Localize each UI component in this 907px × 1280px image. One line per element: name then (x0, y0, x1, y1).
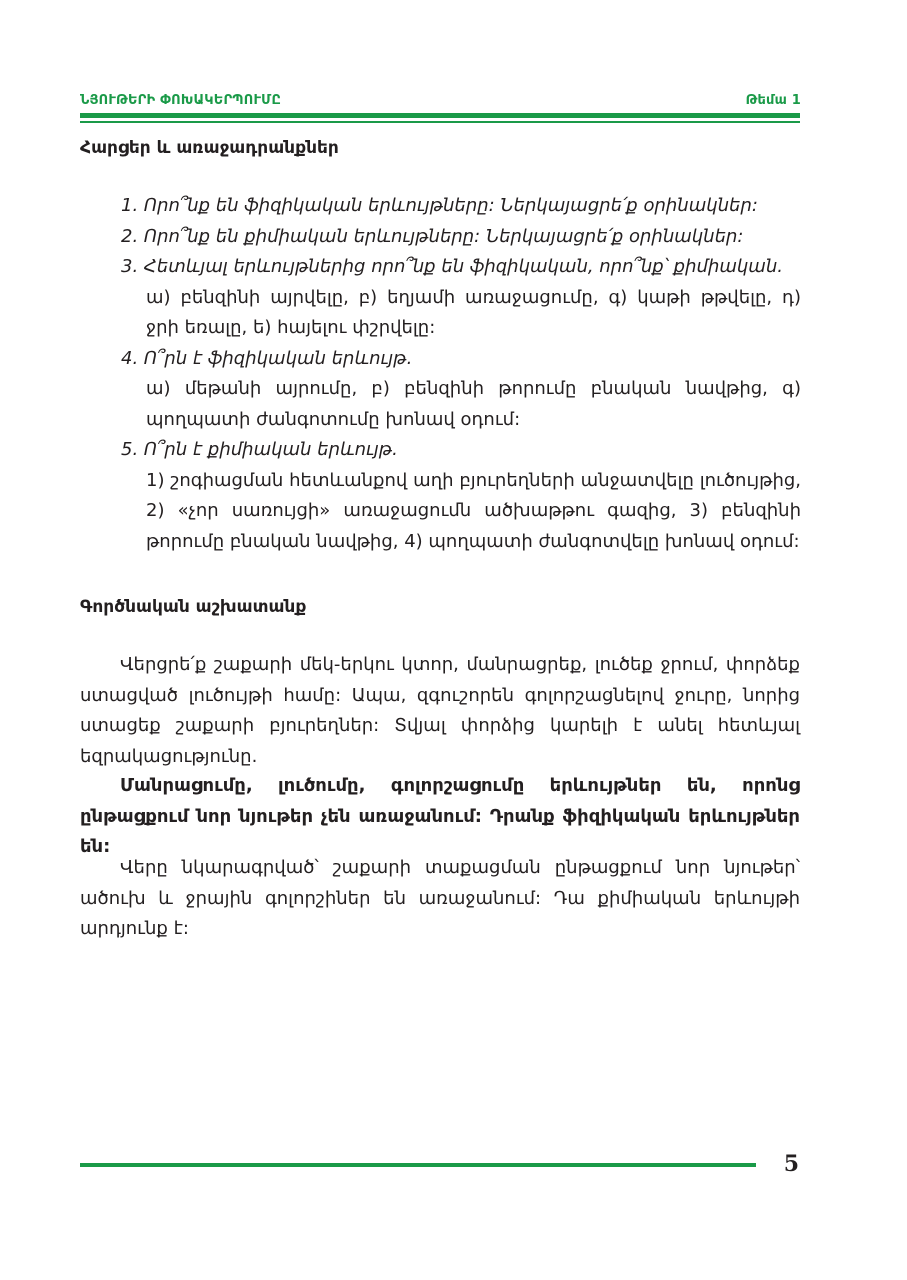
question-item-2 (121, 222, 801, 253)
question-options: 1) շոգիացման հետևանքով աղի բյուրեղների անջատվելը լուծույթից, 2) «չոր սառույցի» առաջացումն ածխաթթու գազից, 3) բենզինի թորումը բնական նավթից, 4) պողպատի ժանգոտվելը խոնավ օդում: (146, 469, 801, 552)
header-rule-thin (80, 121, 800, 123)
question-item-1 (121, 191, 801, 222)
question-item-5 (121, 435, 801, 557)
question-label: 4. Ո՞րն է ֆիզիկական երևույթ. (121, 347, 413, 369)
questions-list (121, 191, 801, 557)
question-label: 3. Հետևյալ երևույթներից որո՞նք են ֆիզիկական, որո՞նք՝ քիմիական. (121, 256, 783, 277)
question-item-4 (121, 344, 801, 436)
question-label: 2. Որո՞նք են քիմիական երևույթները: Ներկայացրե՛ք օրինակներ: (121, 225, 744, 247)
question-label: 1. Որո՞նք են ֆիզիկական երևույթները: Ներկայացրե՛ք օրինակներ: (121, 195, 758, 216)
question-label: 5. Ո՞րն է քիմիական երևույթ. (121, 439, 398, 460)
questions-heading: Հարցեր և առաջադրանքներ (80, 138, 339, 158)
running-header-topic: Թեմա 1 (745, 93, 801, 108)
header-rule-thick (80, 113, 800, 118)
question-options: ա) բենզինի այրվելը, բ) եղյամի առաջացումը, գ) կաթի թթվելը, դ) ջրի եռալը, ե) հայելու փշրվելը: (146, 286, 801, 338)
practical-heading: Գործնական աշխատանք (80, 597, 307, 617)
question-item-3 (121, 252, 801, 344)
question-options: ա) մեթանի այրումը, բ) բենզինի թորումը բնական նավթից, գ) պողպատի ժանգոտումը խոնավ օդում: (146, 378, 801, 430)
running-header-title: ՆՅՈՒԹԵՐԻ ՓՈԽԱԿԵՐՊՈՒՄԸ (80, 93, 282, 108)
practical-conclusion: Մանրացումը, լուծումը, գոլորշացումը երևույթներ են, որոնց ընթացքում նոր նյութեր չեն առաջանում: Դրանք ֆիզիկական երևույթներ են: (80, 775, 800, 857)
practical-paragraph-3: Վերը նկարագրված՝ շաքարի տաքացման ընթացքում նոր նյութեր՝ ածուխ և ջրային գոլորշիներ են առաջանում: Դա քիմիական երևույթի արդյունք է: (80, 857, 800, 939)
practical-paragraph-1: Վերցրե՛ք շաքարի մեկ-երկու կտոր, մանրացրեք, լուծեք ջրում, փորձեք ստացված լուծույթի համը: Ապա, զգուշորեն գոլորշացնելով ջուրը, նորից ստացեք շաքարի բյուրեղներ: Տվյալ փորձից կարելի է անել հետևյալ եզրակացությունը. (80, 654, 800, 767)
footer-rule (80, 1163, 756, 1167)
page-number: 5 (783, 1151, 799, 1177)
